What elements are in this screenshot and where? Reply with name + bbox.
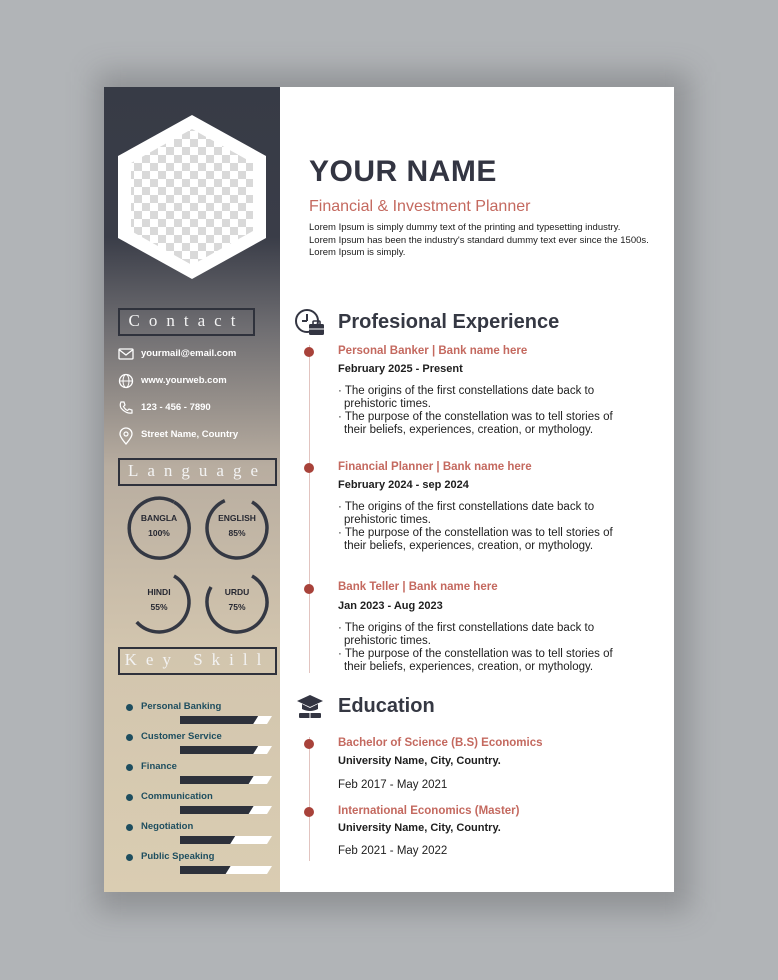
contact-website-text: www.yourweb.com xyxy=(141,375,227,386)
language-gauge xyxy=(126,569,192,635)
job-title: Financial Planner | Bank name here xyxy=(338,461,532,473)
skill-bullet xyxy=(126,734,133,741)
skill-name: Personal Banking xyxy=(141,701,222,712)
skill-level-bar xyxy=(180,836,272,844)
job-dates: Jan 2023 - Aug 2023 xyxy=(338,600,443,612)
school-name: University Name, City, Country. xyxy=(338,755,501,767)
contact-heading: Contact xyxy=(118,308,255,336)
timeline-dot xyxy=(304,584,314,594)
timeline-dot xyxy=(304,463,314,473)
experience-heading: Profesional Experience xyxy=(338,311,560,333)
profile-photo-placeholder xyxy=(118,115,266,279)
job-title: Bank Teller | Bank name here xyxy=(338,581,498,593)
intro-line: Lorem Ipsum is simply. xyxy=(309,247,406,258)
briefcase-clock-icon xyxy=(294,309,326,339)
phone-icon xyxy=(118,400,134,416)
education-timeline xyxy=(309,737,310,861)
education-dates: Feb 2021 - May 2022 xyxy=(338,845,448,857)
skill-item xyxy=(126,850,276,878)
job-bullet: · The origins of the first constellations date back to prehistoric times. xyxy=(338,385,595,410)
skill-item xyxy=(126,790,276,818)
contact-address-text: Street Name, Country xyxy=(141,429,239,440)
graduation-cap-icon xyxy=(296,693,324,719)
skill-item xyxy=(126,820,276,848)
language-percent: 55% xyxy=(150,602,168,612)
skill-bullet xyxy=(126,794,133,801)
location-pin-icon xyxy=(118,427,134,445)
skill-name: Public Speaking xyxy=(141,851,215,862)
job-bullet: · The origins of the first constellations date back to prehistoric times. xyxy=(338,622,595,647)
language-percent: 75% xyxy=(228,602,246,612)
job-bullet: · The purpose of the constellation was to tell stories of their beliefs, experiences, creation, or mythology. xyxy=(338,527,613,552)
skill-bullet xyxy=(126,764,133,771)
language-name: ENGLISH xyxy=(218,513,256,523)
skill-name: Negotiation xyxy=(141,821,194,832)
job-dates: February 2025 - Present xyxy=(338,363,463,375)
language-percent: 100% xyxy=(148,528,170,538)
resume-page xyxy=(104,87,674,892)
language-name: BANGLA xyxy=(140,513,178,523)
timeline-dot xyxy=(304,347,314,357)
skill-item xyxy=(126,730,276,758)
key-skill-heading: Key Skill xyxy=(118,647,277,675)
globe-icon xyxy=(118,373,134,389)
experience-timeline xyxy=(309,345,310,673)
language-gauge xyxy=(126,495,192,561)
intro-paragraph xyxy=(309,222,659,260)
contact-address xyxy=(118,426,278,446)
contact-email[interactable] xyxy=(118,345,278,365)
job-bullet: · The origins of the first constellations date back to prehistoric times. xyxy=(338,501,595,526)
job-description xyxy=(338,622,638,674)
language-gauge xyxy=(204,569,270,635)
language-name: HINDI xyxy=(147,587,171,597)
skill-level-bar xyxy=(180,746,272,754)
sidebar xyxy=(104,87,280,892)
job-bullet: · The purpose of the constellation was to tell stories of their beliefs, experiences, creation, or mythology. xyxy=(338,648,613,673)
skill-name: Customer Service xyxy=(141,731,222,742)
job-title: Personal Banker | Bank name here xyxy=(338,345,528,357)
candidate-role: Financial & Investment Planner xyxy=(309,198,531,215)
intro-line: Lorem Ipsum is simply dummy text of the printing and typesetting industry. xyxy=(309,222,621,233)
job-bullet: · The purpose of the constellation was to tell stories of their beliefs, experiences, creation, or mythology. xyxy=(338,411,613,436)
skill-level-bar xyxy=(180,806,272,814)
skill-level-bar xyxy=(180,866,272,874)
candidate-name: YOUR NAME xyxy=(309,155,497,188)
skill-name: Finance xyxy=(141,761,177,772)
language-name: URDU xyxy=(224,587,250,597)
skill-name: Communication xyxy=(141,791,213,802)
job-description xyxy=(338,501,638,553)
education-heading: Education xyxy=(338,695,435,717)
skill-bullet xyxy=(126,824,133,831)
language-percent: 85% xyxy=(228,528,246,538)
skill-bullet xyxy=(126,704,133,711)
contact-website[interactable] xyxy=(118,372,278,392)
language-gauge xyxy=(204,495,270,561)
degree-title: International Economics (Master) xyxy=(338,805,520,817)
skill-level-bar xyxy=(180,776,272,784)
contact-phone-text: 123 - 456 - 7890 xyxy=(141,402,211,413)
job-dates: February 2024 - sep 2024 xyxy=(338,479,469,491)
contact-phone[interactable] xyxy=(118,399,278,419)
skill-bullet xyxy=(126,854,133,861)
language-heading: Language xyxy=(118,458,277,486)
skill-item xyxy=(126,700,276,728)
degree-title: Bachelor of Science (B.S) Economics xyxy=(338,737,543,749)
skill-item xyxy=(126,760,276,788)
job-description xyxy=(338,385,638,437)
skill-level-bar xyxy=(180,716,272,724)
education-dates: Feb 2017 - May 2021 xyxy=(338,779,448,791)
contact-email-text: yourmail@email.com xyxy=(141,348,237,359)
email-icon xyxy=(118,346,134,362)
intro-line: Lorem Ipsum has been the industry's standard dummy text ever since the 1500s. xyxy=(309,234,649,246)
school-name: University Name, City, Country. xyxy=(338,822,501,834)
timeline-dot xyxy=(304,739,314,749)
timeline-dot xyxy=(304,807,314,817)
